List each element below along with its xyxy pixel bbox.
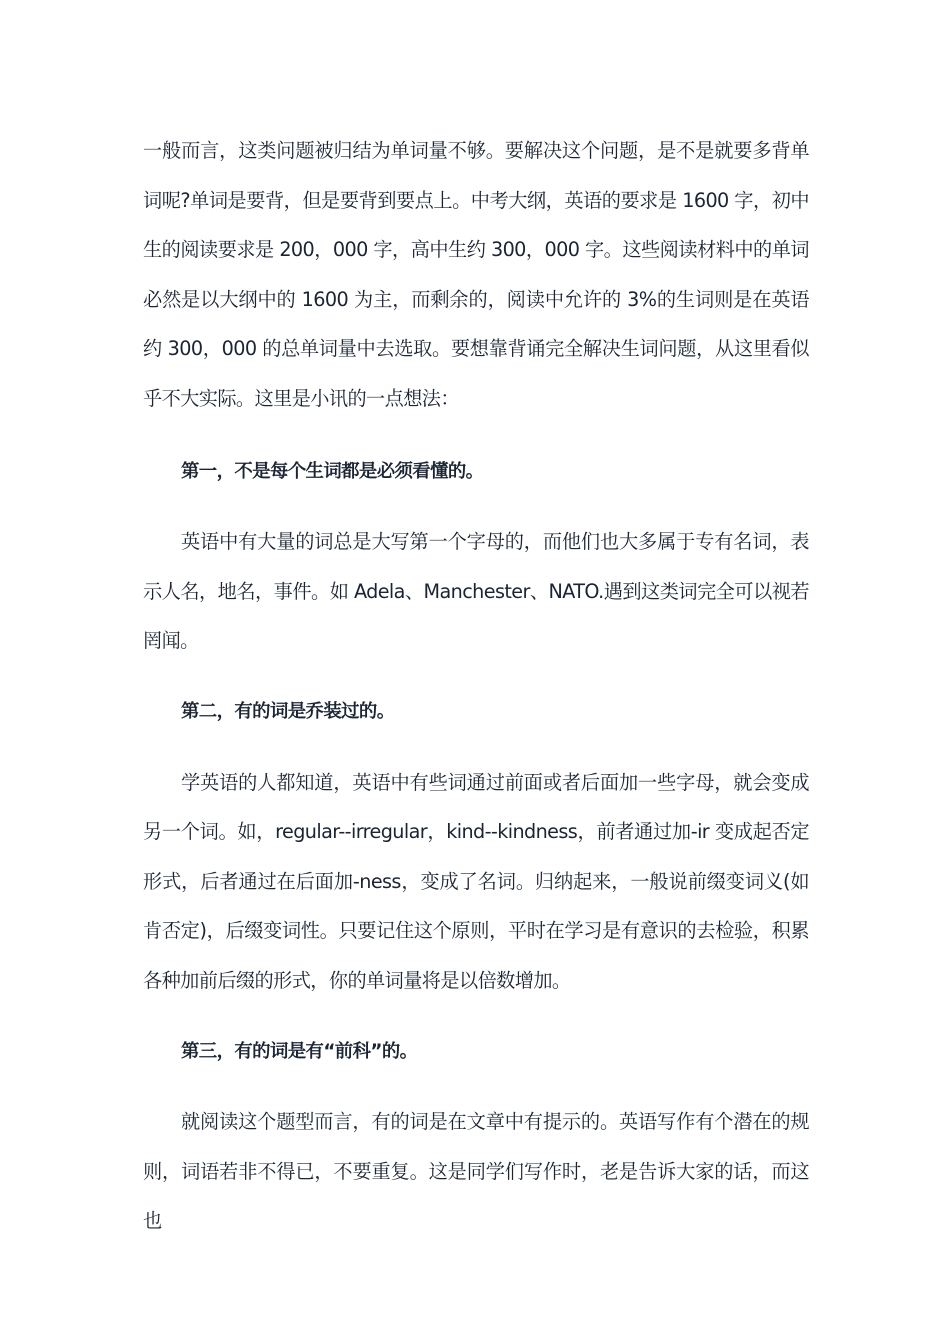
- spacer: [143, 666, 809, 687]
- document-body: [143, 126, 809, 1246]
- spacer: [143, 496, 809, 517]
- spacer: [143, 1076, 809, 1097]
- spacer: [143, 424, 809, 447]
- spacer: [143, 737, 809, 758]
- paragraph-intro: 一般而言，这类问题被归结为单词量不够。要解决这个问题，是不是就要多背单词呢?单词是要背，但是要背到要点上。中考大纲，英语的要求是 1600 字，初中生的阅读要求是 200，000 字，高中生约 300，000 字。这些阅读材料中的单词必然是以大纲中的 1600 为主，而剩余的，阅读中允许的 3%的生词则是在英语约 300，000 的总单词量中去选取。要想靠背诵完全解决生词问题，从这里看似乎不大实际。这里是小讯的一点想法：: [143, 139, 809, 410]
- section-heading-1: 第一，不是每个生词都是必须看懂的。: [181, 460, 484, 482]
- section-heading-3: 第三，有的词是有“前科”的。: [181, 1040, 418, 1062]
- spacer: [143, 1006, 809, 1027]
- paragraph-proper-nouns: 英语中有大量的词总是大写第一个字母的，而他们也大多属于专有名词，表示人名，地名，事件。如 Adela、Manchester、NATO.遇到这类词完全可以视若罔闻。: [143, 530, 809, 653]
- paragraph-affixes: 学英语的人都知道，英语中有些词通过前面或者后面加一些字母，就会变成另一个词。如，regular--irregular，kind--kindness，前者通过加-ir 变成起否定形式，后者通过在后面加-ness，变成了名词。归纳起来，一般说前缀变词义(如肯否定)，后缀变词性。只要记住这个原则，平时在学习是有意识的去检验，积累各种加前后缀的形式，你的单词量将是以倍数增加。: [143, 770, 809, 992]
- paragraph-context-hints: 就阅读这个题型而言，有的词是在文章中有提示的。英语写作有个潜在的规则，词语若非不得已，不要重复。这是同学们写作时，老是告诉大家的话，而这也: [143, 1110, 809, 1233]
- section-heading-2: 第二，有的词是乔装过的。: [181, 700, 395, 722]
